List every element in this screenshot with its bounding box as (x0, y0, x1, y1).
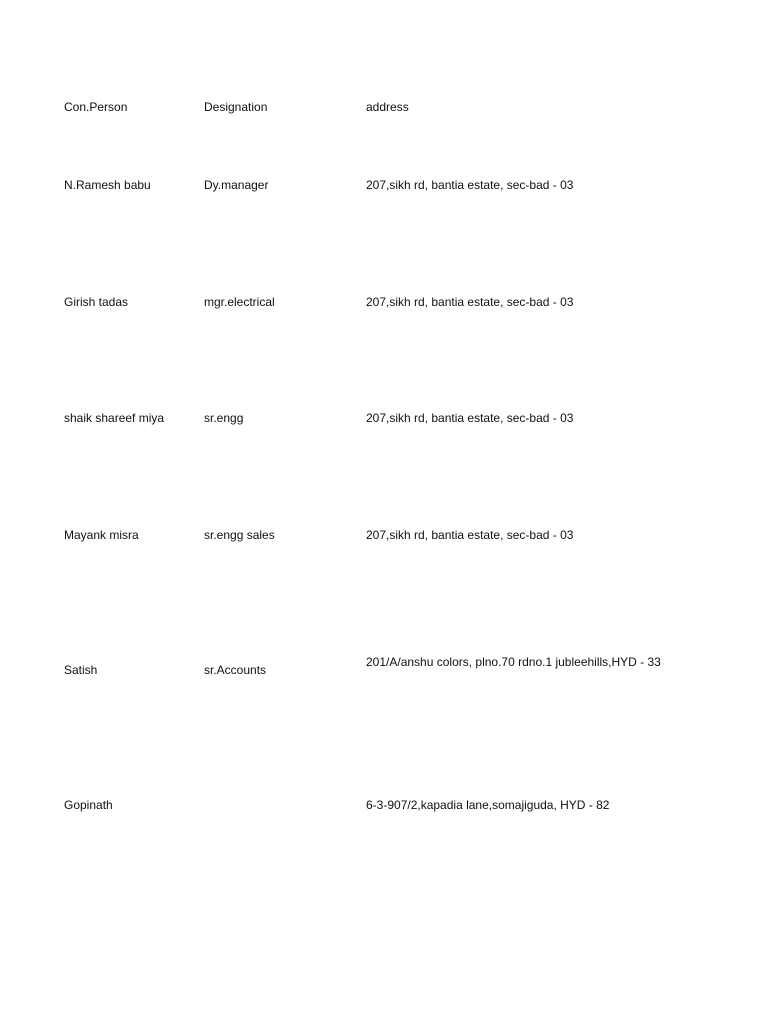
cell-designation: mgr.electrical (204, 295, 275, 309)
cell-address: 207,sikh rd, bantia estate, sec-bad - 03 (366, 295, 574, 309)
cell-con-person: N.Ramesh babu (64, 178, 151, 192)
cell-con-person: Gopinath (64, 798, 113, 812)
header-con-person: Con.Person (64, 100, 128, 114)
cell-con-person: Satish (64, 663, 98, 677)
cell-address: 201/A/anshu colors, plno.70 rdno.1 jubleehills,HYD - 33 (366, 655, 661, 669)
cell-con-person: shaik shareef miya (64, 411, 165, 425)
header-designation: Designation (204, 100, 268, 114)
cell-designation: sr.Accounts (204, 663, 267, 677)
cell-address: 6-3-907/2,kapadia lane,somajiguda, HYD - 82 (366, 798, 610, 812)
cell-designation: Dy.manager (204, 178, 269, 192)
cell-con-person: Girish tadas (64, 295, 129, 309)
cell-designation: sr.engg sales (204, 528, 275, 542)
cell-address: 207,sikh rd, bantia estate, sec-bad - 03 (366, 178, 574, 192)
header-address: address (366, 100, 409, 114)
cell-designation: sr.engg (204, 411, 244, 425)
cell-address: 207,sikh rd, bantia estate, sec-bad - 03 (366, 528, 574, 542)
cell-address: 207,sikh rd, bantia estate, sec-bad - 03 (366, 411, 574, 425)
cell-con-person: Mayank misra (64, 528, 139, 542)
